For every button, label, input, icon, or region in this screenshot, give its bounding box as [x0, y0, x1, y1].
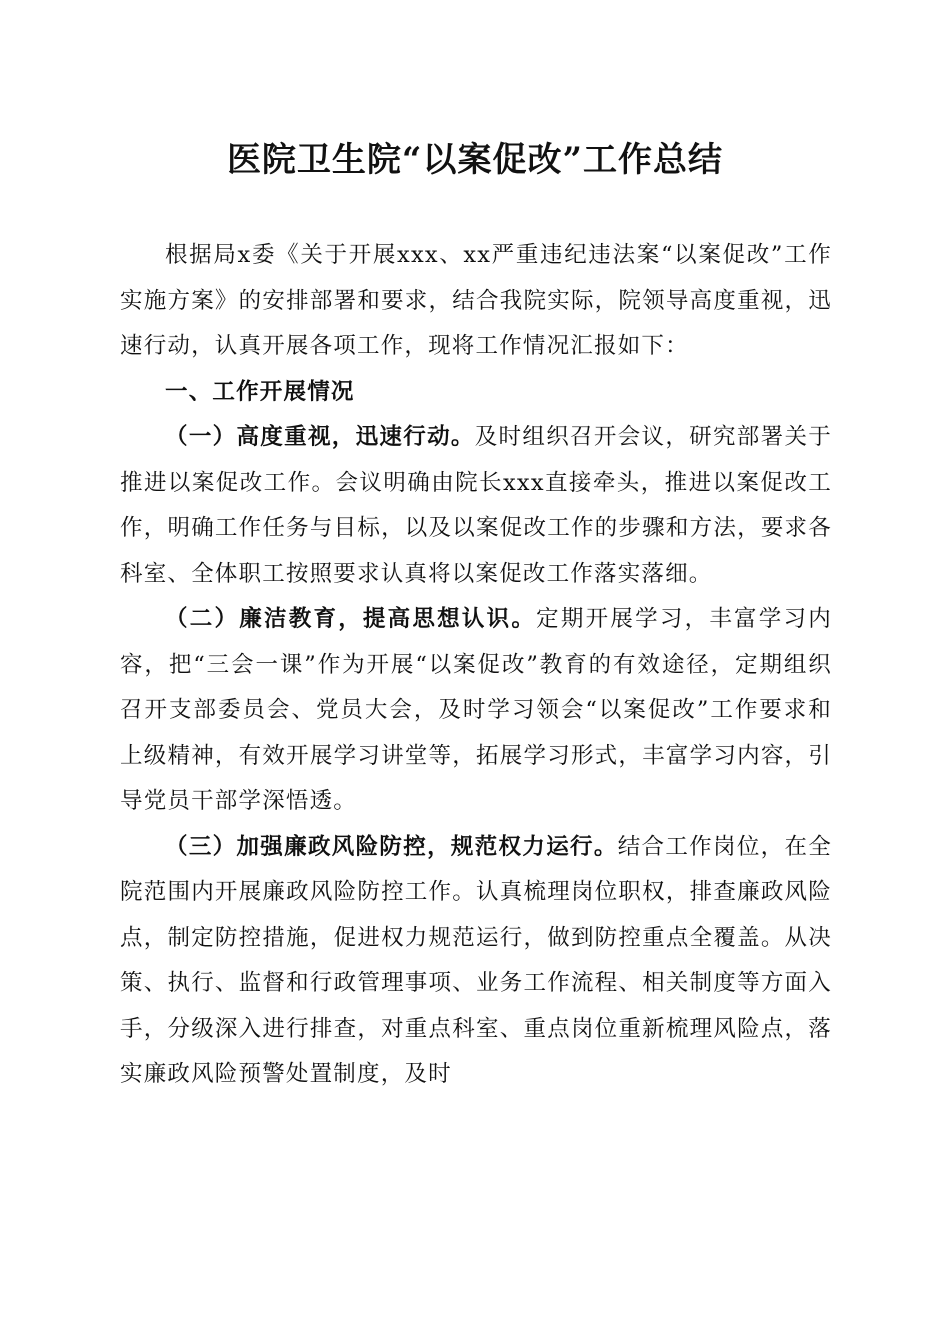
item-2-paragraph [120, 597, 832, 825]
section-heading-1: 一、工作开展情况 [165, 378, 355, 405]
intro-paragraph: 根据局x委《关于开展xxx、xx严重违纪违法案“以案促改”工作实施方案》的安排部署和要求，结合我院实际，院领导高度重视，迅速行动，认真开展各项工作，现将工作情况汇报如下： [120, 242, 832, 359]
item-1-paragraph [120, 415, 832, 597]
item-3-text: 结合工作岗位，在全院范围内开展廉政风险防控工作。认真梳理岗位职权，排查廉政风险点，制定防控措施，促进权力规范运行，做到防控重点全覆盖。从决策、执行、监督和行政管理事项、业务工作流程、相关制度等方面入手，分级深入进行排查，对重点科室、重点岗位重新梳理风险点，落实廉政风险预警处置制度，及时 [120, 833, 832, 1087]
item-1-text: 及时组织召开会议，研究部署关于推进以案促改工作。会议明确由院长xxx直接牵头，推进以案促改工作，明确工作任务与目标，以及以案促改工作的步骤和方法，要求各科室、全体职工按照要求认真将以案促改工作落实落细。 [120, 424, 832, 587]
document-body [120, 233, 832, 1098]
item-1-lead: （一）高度重视，迅速行动。 [165, 424, 475, 450]
item-2-text: 定期开展学习，丰富学习内容，把“三会一课”作为开展“以案促改”教育的有效途径，定期组织召开支部委员会、党员大会，及时学习领会“以案促改”工作要求和上级精神，有效开展学习讲堂等，拓展学习形式，丰富学习内容，引导党员干部学深悟透。 [120, 606, 832, 814]
item-3-lead: （三）加强廉政风险防控，规范权力运行。 [165, 833, 618, 860]
item-2-lead: （二）廉洁教育，提高思想认识。 [165, 606, 537, 632]
document-title: 医院卫生院“以案促改”工作总结 [226, 140, 724, 180]
item-3-paragraph [120, 825, 832, 1098]
